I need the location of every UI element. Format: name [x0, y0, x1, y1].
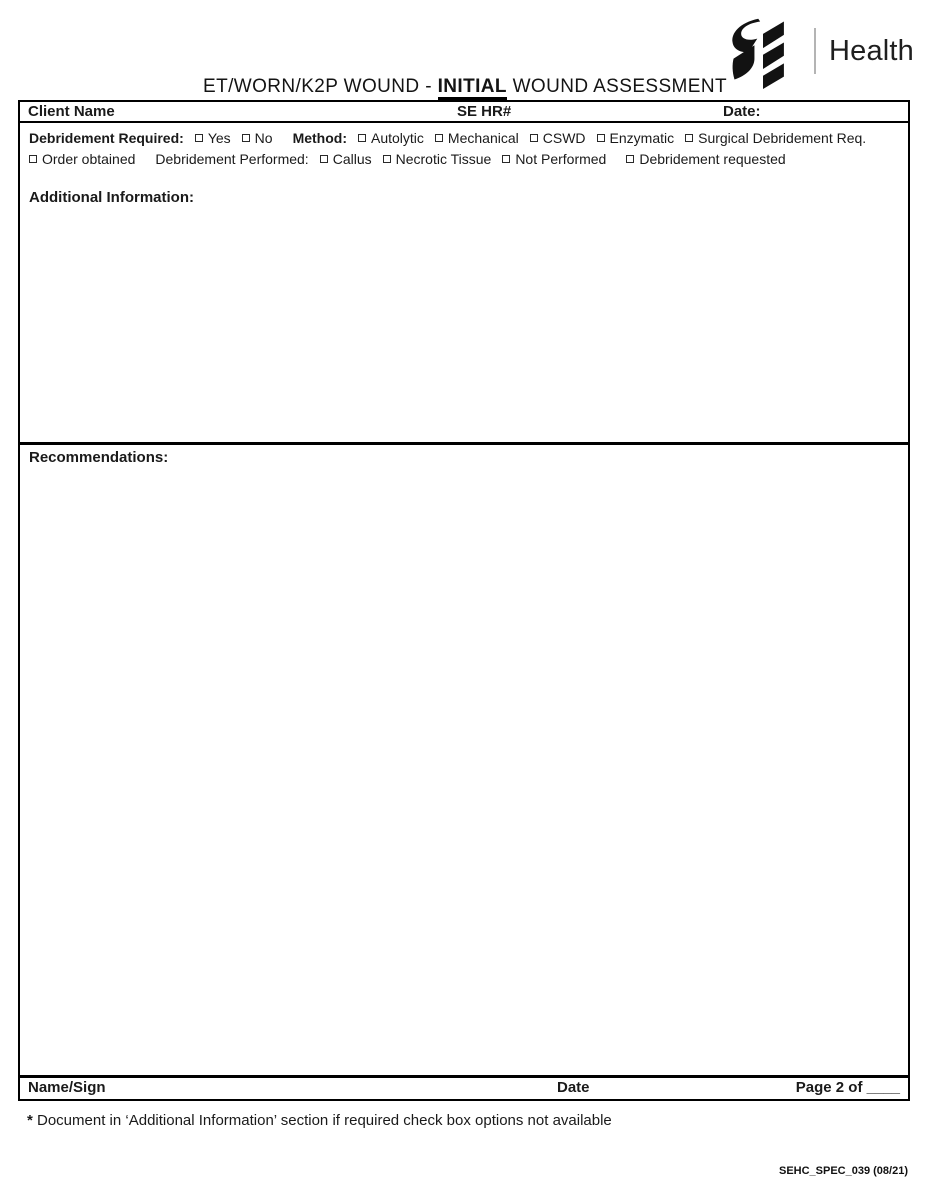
checkbox-yes[interactable]	[195, 134, 203, 142]
option-enzymatic[interactable]	[597, 130, 675, 146]
option-necrotic-tissue[interactable]	[383, 151, 492, 167]
option-cswd-label: CSWD	[542, 129, 586, 146]
option-debridement-requested[interactable]	[626, 151, 785, 167]
additional-information-label: Additional Information:	[29, 189, 194, 206]
footnote	[27, 1112, 612, 1129]
checkbox-autolytic[interactable]	[358, 134, 366, 142]
recommendations-section	[20, 445, 908, 1078]
option-no[interactable]	[242, 130, 273, 146]
option-order-obtained-label: Order obtained	[42, 150, 136, 167]
option-debridement-requested-label: Debridement requested	[639, 150, 786, 167]
checkbox-debridement-requested[interactable]	[626, 155, 634, 163]
debridement-required-label: Debridement Required:	[29, 129, 184, 146]
logo-divider	[814, 28, 816, 74]
page-number-label: Page 2 of ____	[795, 1079, 900, 1096]
debridement-line-2	[29, 148, 899, 169]
client-name-label: Client Name	[28, 103, 115, 120]
form-code: SEHC_SPEC_039 (08/21)	[778, 1165, 908, 1177]
method-label: Method:	[292, 129, 347, 146]
debridement-section	[20, 123, 908, 445]
option-mechanical-label: Mechanical	[447, 129, 519, 146]
form-title-prefix: ET/WORN/K2P WOUND -	[203, 76, 438, 97]
option-no-label: No	[254, 129, 273, 146]
form-title	[0, 76, 930, 98]
checkbox-callus[interactable]	[320, 155, 328, 163]
recommendations-write-area[interactable]	[20, 471, 908, 1075]
date-label: Date:	[723, 103, 761, 120]
option-autolytic[interactable]	[358, 130, 424, 146]
se-hr-label: SE HR#	[457, 103, 512, 120]
debridement-performed-label: Debridement Performed:	[155, 150, 309, 167]
option-necrotic-tissue-label: Necrotic Tissue	[395, 150, 492, 167]
checkbox-order-obtained[interactable]	[29, 155, 37, 163]
option-not-performed[interactable]	[502, 151, 606, 167]
option-surgical-debridement-req-label: Surgical Debridement Req.	[698, 129, 867, 146]
checkbox-cswd[interactable]	[530, 134, 538, 142]
option-callus-label: Callus	[332, 150, 372, 167]
option-enzymatic-label: Enzymatic	[609, 129, 675, 146]
form-footer-row	[20, 1078, 908, 1099]
option-not-performed-label: Not Performed	[515, 150, 607, 167]
additional-information-write-area[interactable]	[20, 235, 908, 442]
option-order-obtained[interactable]	[29, 151, 135, 167]
checkbox-not-performed[interactable]	[502, 155, 510, 163]
checkbox-no[interactable]	[242, 134, 250, 142]
option-yes[interactable]	[195, 130, 231, 146]
assessment-form-table	[18, 100, 910, 1101]
debridement-line-1	[29, 127, 899, 148]
option-yes-label: Yes	[207, 129, 231, 146]
form-header-row	[20, 102, 908, 123]
option-cswd[interactable]	[530, 130, 586, 146]
footnote-text: Document in ‘Additional Information’ section if required check box options not available	[32, 1112, 612, 1129]
option-autolytic-label: Autolytic	[371, 129, 424, 146]
option-surgical-debridement-req[interactable]	[685, 130, 866, 146]
footnote-asterisk: *	[27, 1112, 33, 1129]
checkbox-surgical-debridement-req[interactable]	[685, 134, 693, 142]
checkbox-mechanical[interactable]	[435, 134, 443, 142]
logo-brand-text: Health	[828, 34, 914, 67]
form-title-suffix: WOUND ASSESSMENT	[506, 76, 727, 97]
option-mechanical[interactable]	[435, 130, 519, 146]
recommendations-label: Recommendations:	[29, 449, 169, 466]
name-sign-label: Name/Sign	[28, 1079, 106, 1096]
footer-date-label: Date	[557, 1079, 590, 1096]
checkbox-necrotic-tissue[interactable]	[383, 155, 391, 163]
checkbox-enzymatic[interactable]	[597, 134, 605, 142]
form-title-emphasis: INITIAL	[438, 76, 507, 100]
option-callus[interactable]	[320, 151, 372, 167]
